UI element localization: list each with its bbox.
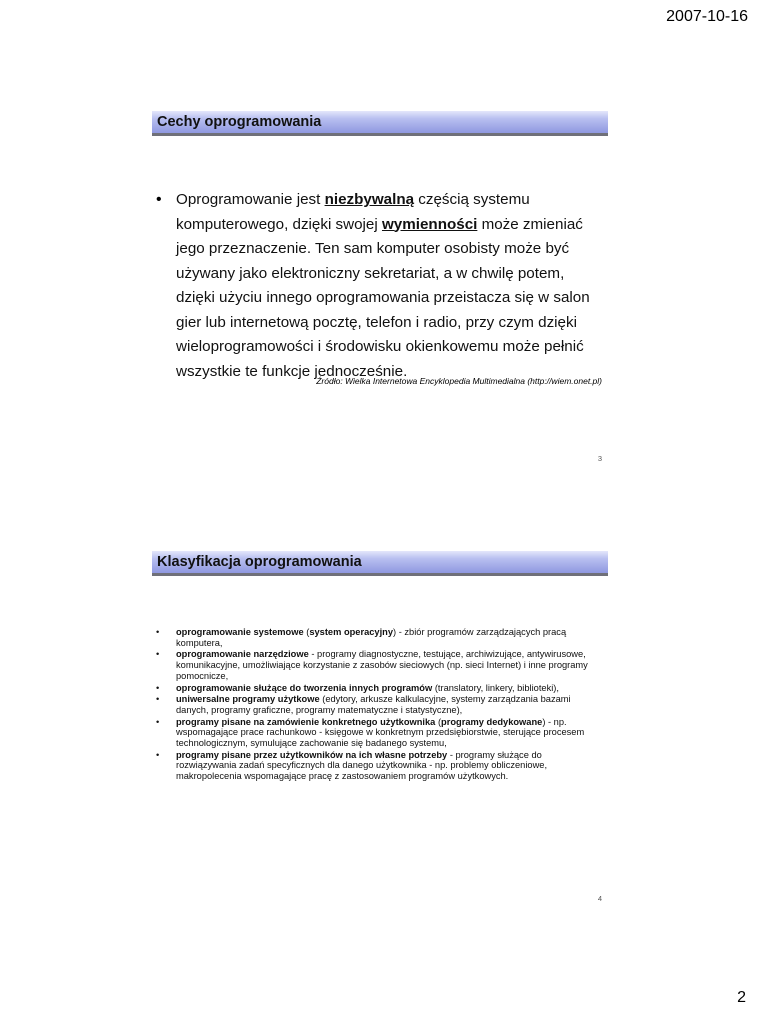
- slide-klasyfikacja-oprogramowania: [152, 551, 608, 911]
- text-segment: może zmieniać jego przeznaczenie. Ten sam komputer osobisty może być używany jako elektroniczny sekretariat, a w chwilę potem, dzięki użyciu innego oprogramowania przeistacza się w salon gier lub internetową pocztę, telefon i radio, przy czym dzięki wieloprogramowości i środowisku okienkowemu może pełnić wszystkie te funkcje jednocześnie.: [176, 215, 590, 380]
- item-term: system operacyjny: [309, 627, 394, 637]
- item-term: oprogramowanie służące do tworzenia innych programów: [176, 682, 433, 693]
- item-term: oprogramowanie systemowe: [176, 627, 304, 637]
- slide-cechy-oprogramowania: [152, 111, 608, 471]
- bullet-icon: •: [156, 191, 162, 208]
- slide-title: Klasyfikacja oprogramowania: [157, 554, 362, 570]
- bullet-icon: •: [156, 627, 160, 637]
- source-citation: Źródło: Wielka Internetowa Encyklopedia Multimedialna (http://wiem.onet.pl): [316, 376, 602, 386]
- list-item: [156, 750, 602, 782]
- item-text: (: [435, 716, 442, 727]
- item-term: programy dedykowane: [441, 716, 543, 727]
- slide-title-bar: [152, 111, 608, 136]
- slide-title: Cechy oprogramowania: [157, 114, 322, 130]
- classification-list: [156, 627, 602, 783]
- bullet-icon: •: [156, 682, 160, 693]
- slide-title-bar: [152, 551, 608, 576]
- slide-number: 3: [597, 454, 602, 463]
- emphasis-niezbywalna: niezbywalną: [324, 191, 415, 208]
- text-segment: częścią systemu komputerowego, dzięki swojej: [176, 191, 530, 233]
- emphasis-wymiennosci: wymienności: [381, 215, 478, 233]
- item-term: programy pisane na zamówienie konkretnego użytkownika: [176, 716, 436, 727]
- text-segment: Oprogramowanie jest: [176, 191, 325, 208]
- bullet-icon: •: [156, 716, 160, 727]
- item-term: oprogramowanie narzędziowe: [176, 649, 309, 660]
- item-term: programy pisane przez użytkowników na ich własne potrzeby: [176, 749, 448, 760]
- bullet-icon: •: [156, 749, 160, 760]
- bullet-icon: •: [156, 694, 160, 705]
- slide-number: 4: [597, 894, 602, 903]
- item-text: ) - zbiór programów zarządzających pracą komputera,: [176, 627, 567, 648]
- list-item: [156, 627, 602, 648]
- page-number: 2: [737, 989, 746, 1006]
- item-text: (translatory, linkery, biblioteki),: [432, 682, 559, 693]
- item-text: - programy służące do rozwiązywania zadań specyficznych dla danego użytkownika - np. problemy obliczeniowe, makropolecenia wspomagające pracę z zastosowaniem programów użytkowych.: [176, 749, 548, 782]
- bullet-icon: •: [156, 649, 160, 660]
- list-item: [156, 649, 602, 681]
- item-term: uniwersalne programy użytkowe: [176, 694, 320, 705]
- page-date: 2007-10-16: [666, 8, 748, 25]
- item-text: (: [303, 627, 310, 637]
- list-item: [156, 717, 602, 749]
- list-item: [156, 694, 602, 715]
- item-text: (edytory, arkusze kalkulacyjne, systemy zarządzania bazami danych, programy graficzne, programy matematyczne i statystyczne),: [176, 694, 571, 715]
- item-text: ) - np. wspomagające prace rachunkowo - księgowe w konkretnym przedsiębiorstwie, sterujące procesem technologicznym, symulujące zachowanie się badanego systemu,: [176, 716, 585, 749]
- bullet-text: [176, 188, 606, 384]
- item-text: - programy diagnostyczne, testujące, archiwizujące, antywirusowe, komunikacyjne, umożliwiające korzystanie z zasobów sieciowych (np. sieci Internet) i inne programy pomocnicze,: [176, 649, 588, 681]
- list-item: [156, 683, 602, 694]
